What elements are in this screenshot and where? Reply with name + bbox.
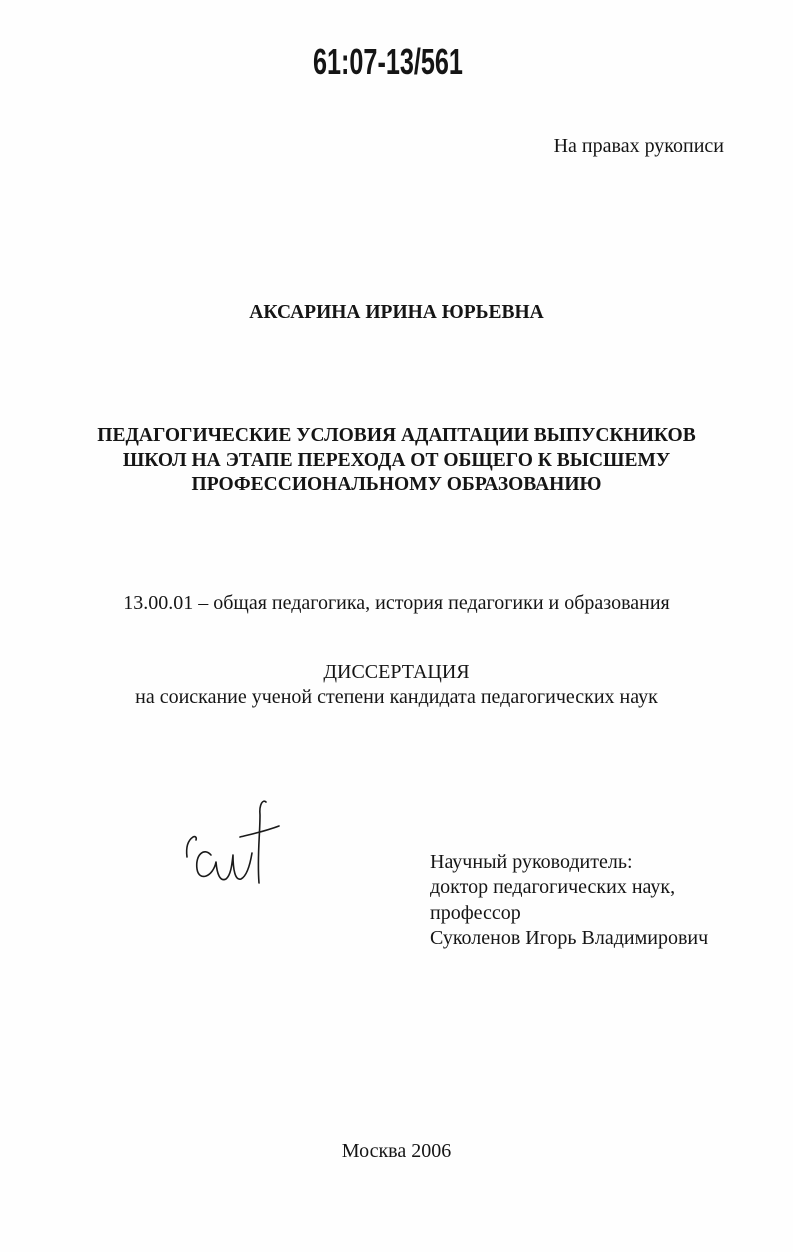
author-name: АКСАРИНА ИРИНА ЮРЬЕВНА xyxy=(249,302,544,323)
specialty-code: 13.00.01 – общая педагогика, история педагогики и образования xyxy=(123,592,670,614)
degree-sought: на соискание ученой степени кандидата педагогических наук xyxy=(135,686,658,708)
handwritten-signature xyxy=(180,795,284,890)
supervisor-degree: доктор педагогических наук, xyxy=(430,876,676,899)
work-type-label: ДИССЕРТАЦИЯ xyxy=(323,661,470,683)
supervisor-rank: профессор xyxy=(430,901,521,924)
rights-note: На правах рукописи xyxy=(553,135,724,157)
work-type xyxy=(0,660,793,710)
dissertation-title xyxy=(0,424,793,498)
title-line: ПЕДАГОГИЧЕСКИЕ УСЛОВИЯ АДАПТАЦИИ ВЫПУСКНИКОВ xyxy=(97,425,696,446)
city-year: Москва 2006 xyxy=(341,1140,452,1162)
supervisor-block xyxy=(430,850,708,951)
title-line: ПРОФЕССИОНАЛЬНОМУ ОБРАЗОВАНИЮ xyxy=(191,474,602,495)
title-line: ШКОЛ НА ЭТАПЕ ПЕРЕХОДА ОТ ОБЩЕГО К ВЫСШЕМУ xyxy=(122,449,671,471)
supervisor-label: Научный руководитель: xyxy=(430,851,633,873)
archive-code: 61:07-13/561 xyxy=(313,41,463,82)
supervisor-name: Суколенов Игорь Владимирович xyxy=(430,926,709,949)
